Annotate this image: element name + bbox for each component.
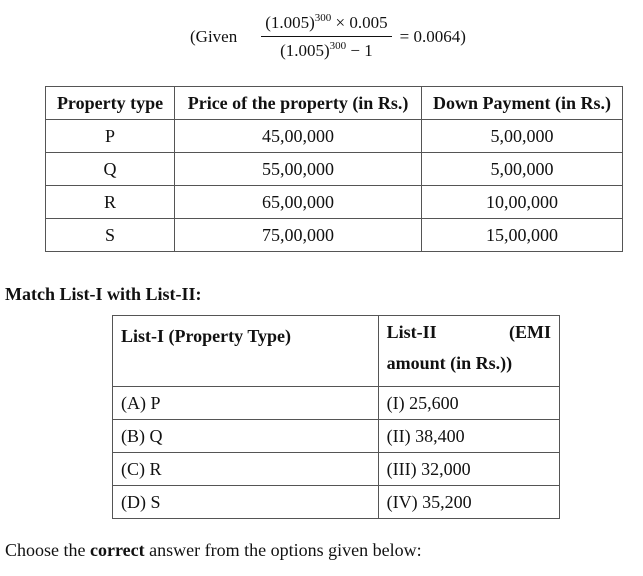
price-cell: 65,00,000 [175, 186, 422, 219]
list-2-title: List-II [386, 322, 437, 342]
header-down-payment: Down Payment (in Rs.) [422, 87, 623, 120]
match-table [112, 315, 560, 519]
denominator-rest: − 1 [346, 41, 373, 60]
list-2-emi: (EMI [509, 322, 551, 342]
table-row [46, 186, 623, 219]
list-2-item: (IV) 35,200 [378, 486, 559, 519]
header-property-type: Property type [46, 87, 175, 120]
denominator-base: (1.005) [280, 41, 330, 60]
list-1-item: (B) Q [113, 420, 379, 453]
list-2-item: (III) 32,000 [378, 453, 559, 486]
down-payment-cell: 5,00,000 [422, 120, 623, 153]
list-2-item: (II) 38,400 [378, 420, 559, 453]
list-2-item: (I) 25,600 [378, 387, 559, 420]
list-1-item: (C) R [113, 453, 379, 486]
formula-denominator [276, 37, 377, 61]
instruction-pre: Choose the [5, 540, 90, 560]
given-formula [190, 12, 466, 61]
formula-fraction [261, 12, 391, 61]
price-cell: 75,00,000 [175, 219, 422, 252]
table-row [113, 453, 560, 486]
numerator-base: (1.005) [265, 13, 315, 32]
price-cell: 45,00,000 [175, 120, 422, 153]
property-type-cell: S [46, 219, 175, 252]
header-list-1: List-I (Property Type) [113, 316, 379, 387]
table-row [113, 420, 560, 453]
down-payment-cell: 10,00,000 [422, 186, 623, 219]
match-heading: Match List-I with List-II: [5, 284, 202, 304]
numerator-rest: × 0.005 [331, 13, 388, 32]
price-cell: 55,00,000 [175, 153, 422, 186]
denominator-exponent: 300 [329, 40, 347, 52]
formula-result: = 0.0064) [399, 26, 466, 46]
header-price: Price of the property (in Rs.) [175, 87, 422, 120]
property-table [45, 86, 623, 252]
given-label: (Given [190, 26, 238, 46]
down-payment-cell: 5,00,000 [422, 153, 623, 186]
match-table-header [113, 316, 560, 387]
list-1-item: (A) P [113, 387, 379, 420]
table-row [46, 153, 623, 186]
instruction-text [5, 540, 422, 561]
property-type-cell: Q [46, 153, 175, 186]
list-2-unit: amount (in Rs.)) [386, 353, 513, 373]
numerator-exponent: 300 [314, 12, 332, 24]
instruction-bold: correct [90, 540, 145, 560]
property-type-cell: P [46, 120, 175, 153]
list-1-item: (D) S [113, 486, 379, 519]
table-row [46, 219, 623, 252]
property-type-cell: R [46, 186, 175, 219]
down-payment-cell: 15,00,000 [422, 219, 623, 252]
instruction-post: answer from the options given below: [144, 540, 422, 560]
formula-numerator [261, 12, 391, 37]
table-row [113, 387, 560, 420]
header-list-2 [378, 316, 559, 387]
table-row [113, 486, 560, 519]
table-row [46, 120, 623, 153]
property-table-header [46, 87, 623, 120]
